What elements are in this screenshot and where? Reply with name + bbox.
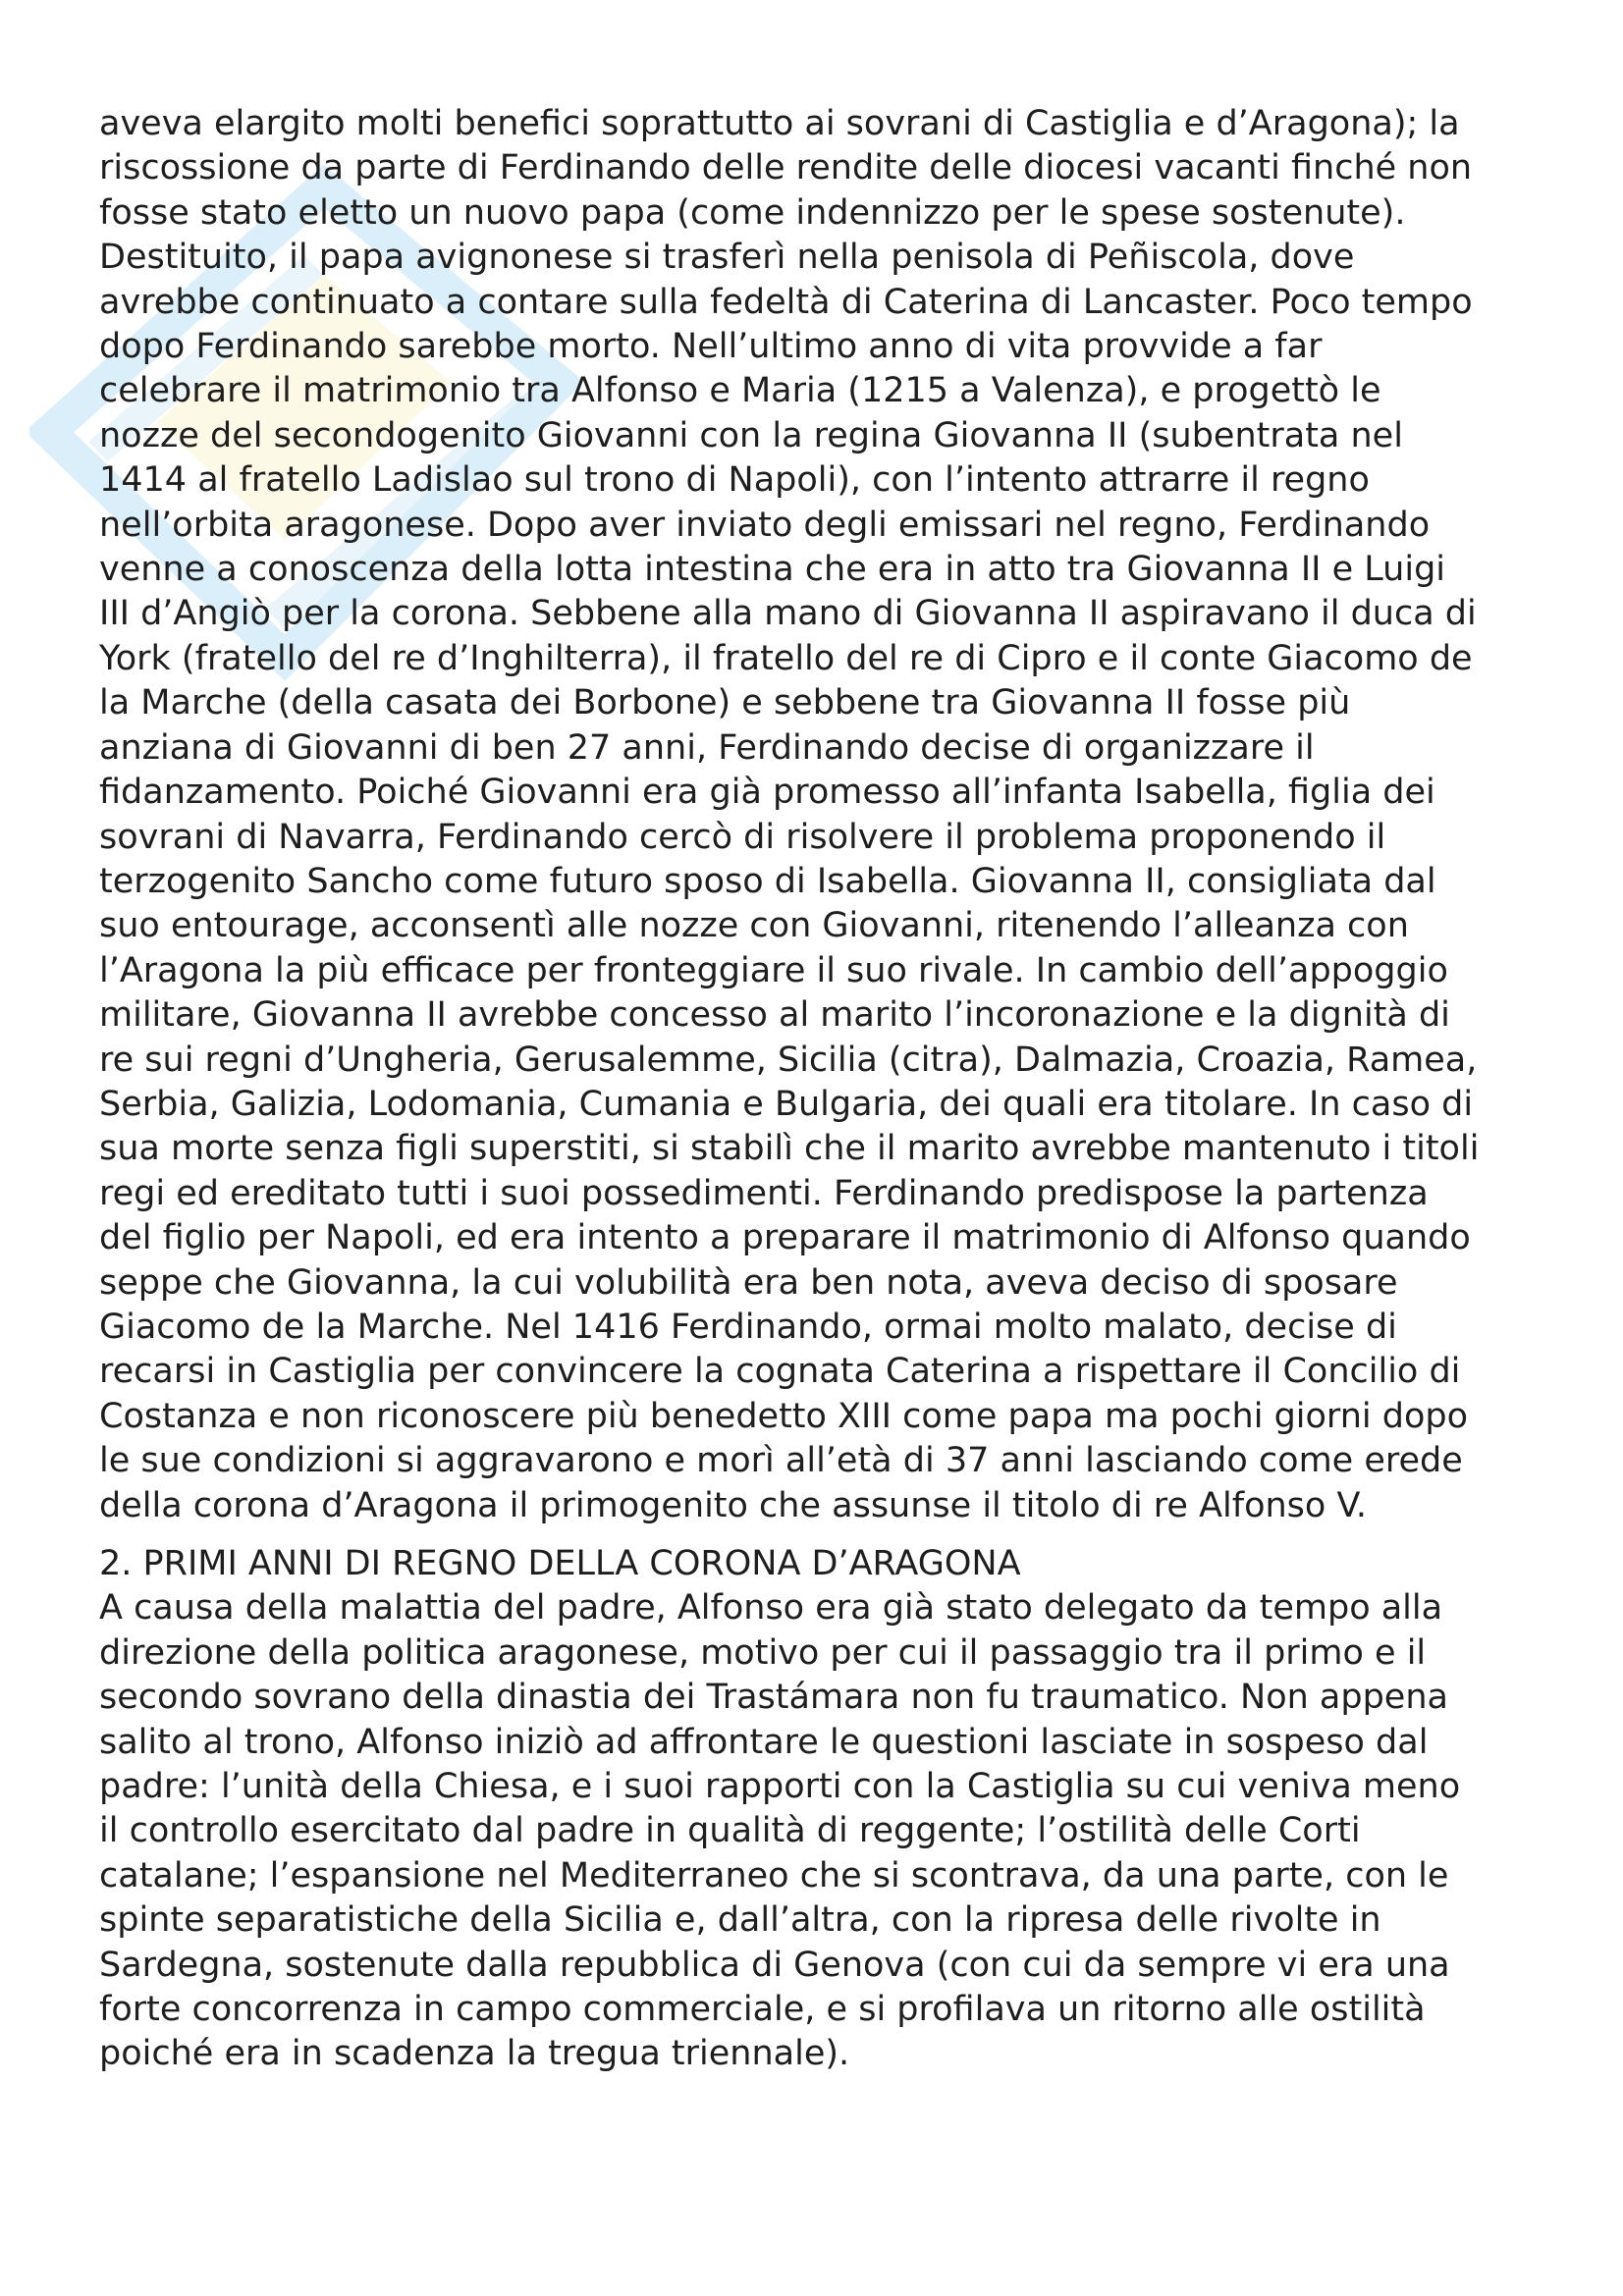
- text-line: regi ed ereditato tutti i suoi possedimenti. Ferdinando predispose la partenza: [99, 1173, 1429, 1213]
- text-line: aveva elargito molti benefici soprattutto ai sovrani di Castiglia e d’Aragona); la: [99, 104, 1460, 143]
- text-line: York (fratello del re d’Inghilterra), il fratello del re di Cipro e il conte Giacomo de: [99, 638, 1473, 678]
- text-line: riscossione da parte di Ferdinando delle rendite delle diocesi vacanti finché non: [99, 148, 1473, 188]
- text-line: suo entourage, acconsentì alle nozze con Giovanni, ritenendo l’alleanza con: [99, 906, 1409, 946]
- section-heading: 2. PRIMI ANNI DI REGNO DELLA CORONA D’ARAGONA: [99, 1544, 1021, 1583]
- text-line: Destituito, il papa avignonese si trasferì nella penisola di Peñiscola, dove: [99, 238, 1355, 278]
- text-line: anziana di Giovanni di ben 27 anni, Ferdinando decise di organizzare il: [99, 727, 1315, 768]
- text-line: A causa della malattia del padre, Alfonso era già stato delegato da tempo alla: [99, 1588, 1443, 1629]
- text-line: seppe che Giovanna, la cui volubilità era ben nota, aveva deciso di sposare: [99, 1262, 1398, 1303]
- text-line: la Marche (della casata dei Borbone) e sebbene tra Giovanna II fosse più: [99, 683, 1351, 723]
- text-line: Giacomo de la Marche. Nel 1416 Ferdinando, ormai molto malato, decise di: [99, 1307, 1397, 1347]
- text-line: celebrare il matrimonio tra Alfonso e Maria (1215 a Valenza), e progettò le: [99, 371, 1381, 411]
- text-line: le sue condizioni si aggravarono e morì all’età di 37 anni lasciando come erede: [99, 1441, 1463, 1481]
- text-line: il controllo esercitato dal padre in qualità di reggente; l’ostilità delle Corti: [99, 1811, 1361, 1851]
- paragraph-2: [99, 1586, 1542, 2076]
- text-line: padre: l’unità della Chiesa, e i suoi rapporti con la Castiglia su cui veniva meno: [99, 1767, 1461, 1807]
- text-line: poiché era in scadenza la tregua triennale).: [99, 2034, 850, 2074]
- text-line: terzogenito Sancho come futuro sposo di Isabella. Giovanna II, consigliata dal: [99, 861, 1436, 901]
- text-line: fosse stato eletto un nuovo papa (come indennizzo per le spese sostenute).: [99, 192, 1406, 233]
- text-line: nell’orbita aragonese. Dopo aver inviato degli emissari nel regno, Ferdinando: [99, 505, 1431, 545]
- text-line: forte concorrenza in campo commerciale, e si profilava un ritorno alle ostilità: [99, 1990, 1426, 2030]
- paragraph-1: [99, 102, 1542, 1528]
- text-line: direzione della politica aragonese, motivo per cui il passaggio tra il primo e il: [99, 1632, 1427, 1673]
- text-line: recarsi in Castiglia per convincere la cognata Caterina a rispettare il Concilio di: [99, 1352, 1461, 1392]
- text-line: dopo Ferdinando sarebbe morto. Nell’ultimo anno di vita provvide a far: [99, 327, 1323, 367]
- text-line: sovrani di Navarra, Ferdinando cercò di risolvere il problema proponendo il: [99, 817, 1386, 857]
- text-line: nozze del secondogenito Giovanni con la regina Giovanna II (subentrata nel: [99, 415, 1403, 455]
- text-line: Sardegna, sostenute dalla repubblica di Genova (con cui da sempre vi era una: [99, 1945, 1450, 1985]
- text-line: l’Aragona la più efficace per fronteggiare il suo rivale. In cambio dell’appoggio: [99, 950, 1448, 990]
- paragraph-gap: [99, 1528, 1542, 1542]
- text-line: Serbia, Galizia, Lodomania, Cumania e Bulgaria, dei quali era titolare. In caso di: [99, 1084, 1474, 1124]
- text-line: catalane; l’espansione nel Mediterraneo che si scontrava, da una parte, con le: [99, 1855, 1449, 1896]
- text-line: secondo sovrano della dinastia dei Trastámara non fu traumatico. Non appena: [99, 1678, 1448, 1718]
- text-line: militare, Giovanna II avrebbe concesso al marito l’incoronazione e la dignità di: [99, 995, 1450, 1036]
- text-line: della corona d’Aragona il primogenito che assunse il titolo di re Alfonso V.: [99, 1485, 1368, 1525]
- text-line: fidanzamento. Poiché Giovanni era già promesso all’infanta Isabella, figlia dei: [99, 773, 1435, 813]
- text-line: del figlio per Napoli, ed era intento a preparare il matrimonio di Alfonso quando: [99, 1218, 1471, 1258]
- text-line: III d’Angiò per la corona. Sebbene alla mano di Giovanna II aspiravano il duca di: [99, 594, 1477, 634]
- text-line: spinte separatistiche della Sicilia e, dall’altra, con la ripresa delle rivolte in: [99, 1900, 1381, 1941]
- text-line: 1414 al fratello Ladislao sul trono di Napoli), con l’intento attrarre il regno: [99, 460, 1370, 501]
- text-line: avrebbe continuato a contare sulla fedeltà di Caterina di Lancaster. Poco tempo: [99, 282, 1473, 322]
- text-line: salito al trono, Alfonso iniziò ad affrontare le questioni lasciate in sospeso dal: [99, 1722, 1429, 1762]
- text-line: Costanza e non riconoscere più benedetto XIII come papa ma pochi giorni dopo: [99, 1396, 1468, 1436]
- text-line: venne a conoscenza della lotta intestina che era in atto tra Giovanna II e Luigi: [99, 550, 1446, 590]
- document-body: [99, 102, 1542, 2077]
- text-line: sua morte senza figli superstiti, si stabilì che il marito avrebbe mantenuto i titoli: [99, 1129, 1480, 1169]
- text-line: re sui regni d’Ungheria, Gerusalemme, Sicilia (citra), Dalmazia, Croazia, Ramea,: [99, 1040, 1478, 1080]
